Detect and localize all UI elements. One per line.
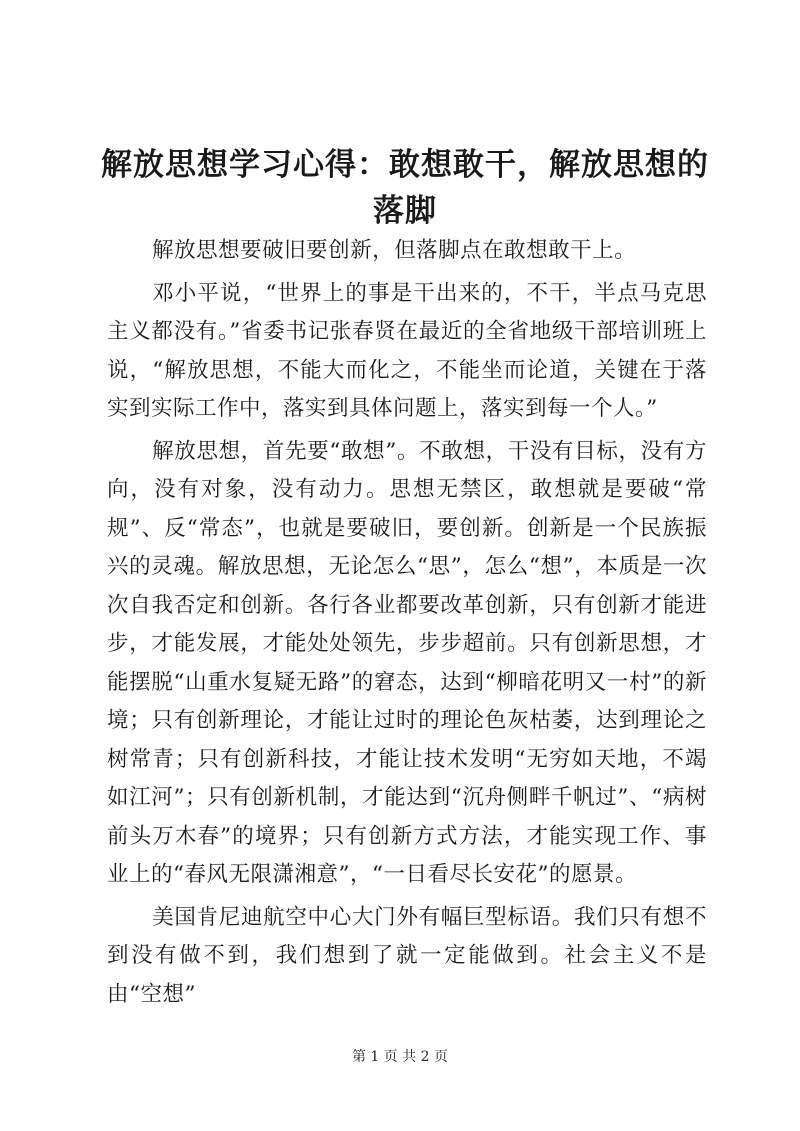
document-title: 解放思想学习心得：敢想敢干，解放思想的落脚 — [101, 147, 709, 229]
paragraph-3: 解放思想，首先要“敢想”。不敢想，干没有目标，没有方向，没有对象，没有动力。思想无禁区，敢想就是要破“常规”、反“常态”，也就是要破旧，要创新。创新是一个民族振兴的灵魂。解放思想，无论怎么“思”，怎么“想”，本质是一次次自我否定和创新。各行各业都要改革创新，只有创新才能进步，才能发展，才能处处领先，步步超前。只有创新思想，才能摆脱“山重水复疑无路”的窘态，达到“柳暗花明又一村”的新境；只有创新理论，才能让过时的理论色灰枯萎，达到理论之树常青；只有创新科技，才能让技术发明“无穷如天地，不竭如江河”；只有创新机制，才能达到“沉舟侧畔千帆过”、“病树前头万木春”的境界；只有创新方式方法，才能实现工作、事业上的“春风无限潇湘意”，“一日看尽长安花”的愿景。 — [107, 438, 707, 887]
paragraph-4: 美国肯尼迪航空中心大门外有幅巨型标语。我们只有想不到没有做不到，我们想到了就一定能做到。社会主义不是由“空想” — [107, 904, 707, 1007]
page-footer: 第 1 页 共 2 页 — [351, 1049, 449, 1065]
paragraph-1: 解放思想要破旧要创新，但落脚点在敢想敢干上。 — [152, 238, 637, 263]
document-body — [107, 232, 707, 1014]
paragraph-2: 邓小平说，“世界上的事是干出来的，不干，半点马克思主义都没有。”省委书记张春贤在最近的全省地级干部培训班上说，“解放思想，不能大而化之，不能坐而论道，关键在于落实到实际工作中，落实到具体问题上，落实到每一个人。” — [107, 280, 707, 421]
